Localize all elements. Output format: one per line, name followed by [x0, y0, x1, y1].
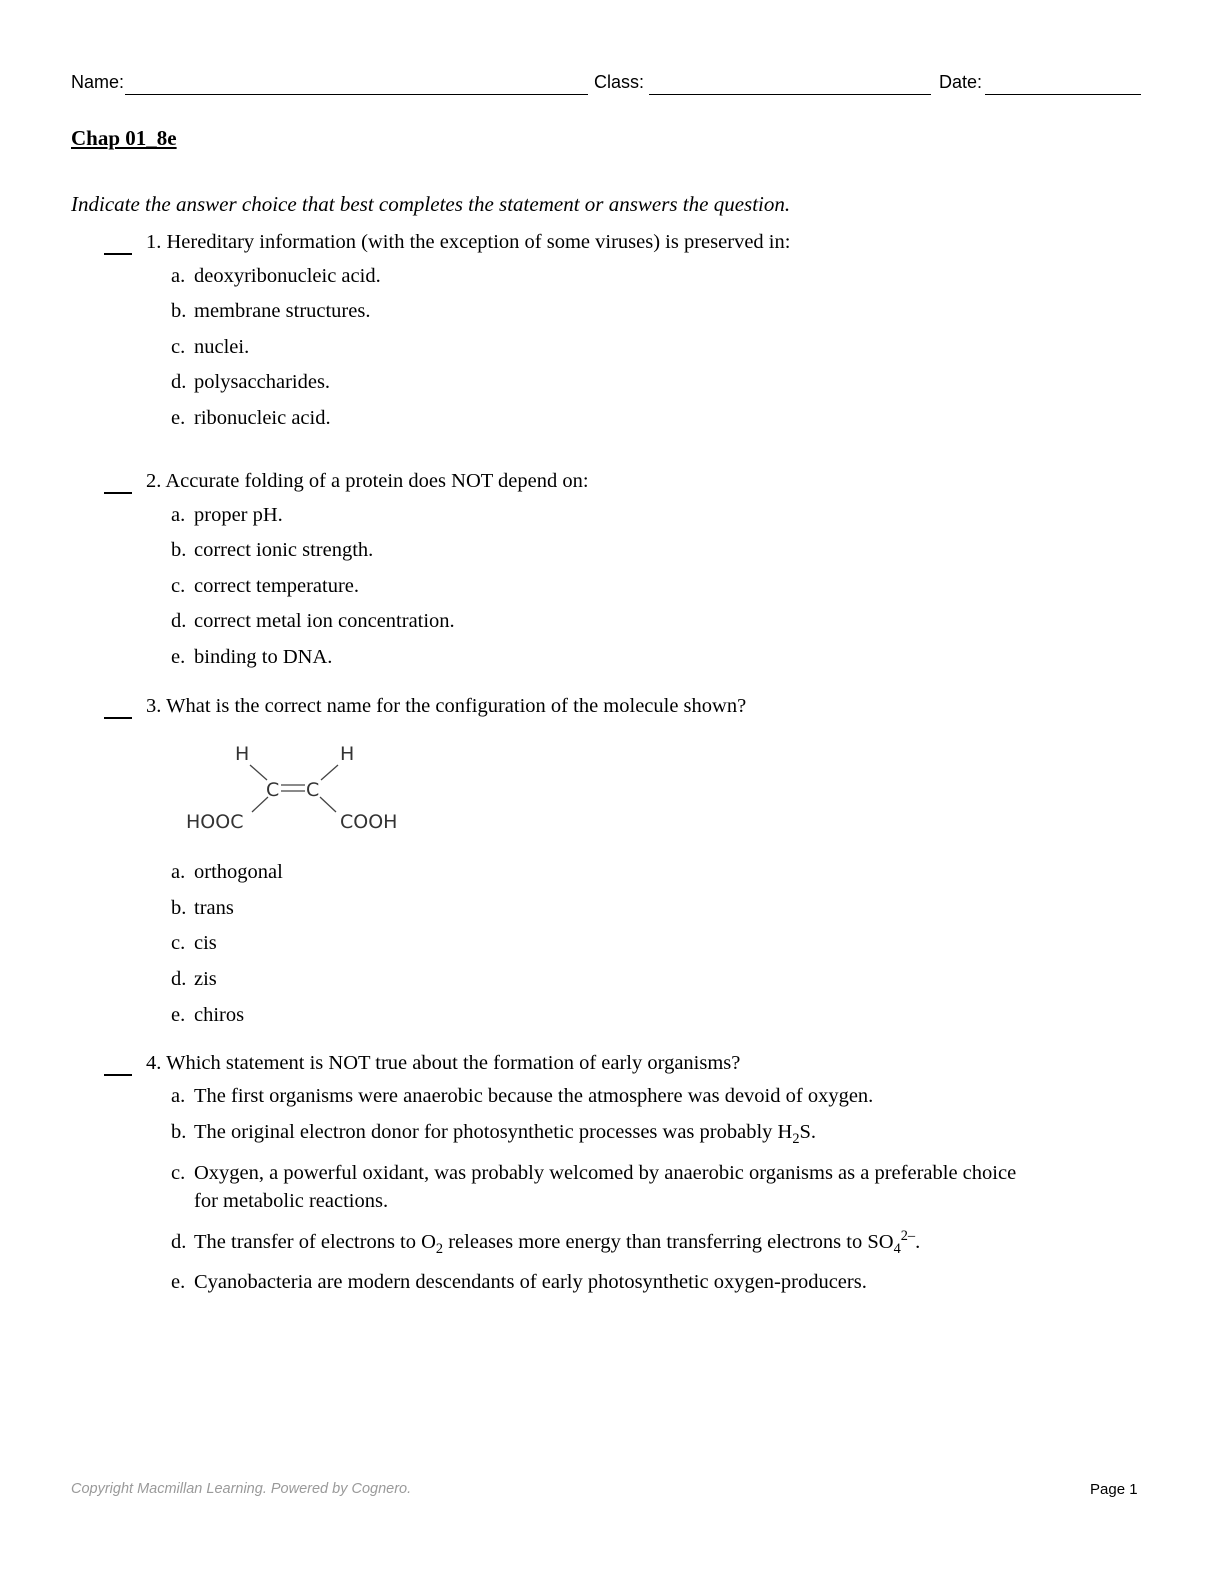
- answer-blank-3[interactable]: [104, 717, 132, 719]
- option-4a[interactable]: a. The first organisms were anaerobic because the atmosphere was devoid of oxygen.: [171, 1085, 874, 1107]
- page-number: Page 1: [1090, 1481, 1138, 1498]
- option-3d[interactable]: d. zis: [171, 968, 217, 990]
- date-label: Date:: [939, 72, 983, 92]
- molecule-h-right: H: [340, 743, 355, 765]
- name-field[interactable]: [125, 94, 588, 95]
- class-label: Class:: [594, 72, 645, 92]
- student-info-header: [71, 72, 1141, 98]
- copyright-notice: Copyright Macmillan Learning. Powered by Cognero.: [71, 1481, 412, 1497]
- name-label: Name:: [71, 72, 125, 92]
- option-1d[interactable]: d. polysaccharides.: [171, 371, 331, 393]
- option-3b[interactable]: b. trans: [171, 897, 234, 919]
- class-field[interactable]: [649, 94, 931, 95]
- question-number: 3.: [146, 695, 162, 717]
- question-text: What is the correct name for the configuration of the molecule shown?: [166, 695, 747, 717]
- question-text: Which statement is NOT true about the formation of early organisms?: [166, 1052, 741, 1074]
- question-number: 1.: [146, 231, 162, 253]
- option-1c[interactable]: c. nuclei.: [171, 336, 250, 358]
- option-2b[interactable]: b. correct ionic strength.: [171, 539, 374, 561]
- instructions: Indicate the answer choice that best completes the statement or answers the question.: [71, 192, 791, 216]
- molecule-h-left: H: [235, 743, 250, 765]
- molecule-structure-figure: [178, 735, 410, 847]
- option-2d[interactable]: d. correct metal ion concentration.: [171, 610, 455, 632]
- option-1a[interactable]: a. deoxyribonucleic acid.: [171, 265, 381, 287]
- option-4b[interactable]: b. The original electron donor for photosynthetic processes was probably $H_2S$.: [171, 1121, 817, 1148]
- option-2a[interactable]: a. proper pH.: [171, 504, 283, 526]
- question-number: 2.: [146, 470, 162, 492]
- date-field[interactable]: [985, 94, 1141, 95]
- option-4e[interactable]: e. Cyanobacteria are modern descendants of early photosynthetic oxygen-producers.: [171, 1271, 867, 1293]
- molecule-group-left: HOOC: [186, 811, 244, 833]
- option-3a[interactable]: a. orthogonal: [171, 861, 283, 883]
- question-text: Hereditary information (with the exception of some viruses) is preserved in:: [166, 231, 791, 253]
- molecule-bonds: [250, 765, 338, 812]
- molecule-group-right: COOH: [340, 811, 398, 833]
- question-number: 4.: [146, 1052, 162, 1074]
- option-4c[interactable]: c. Oxygen, a powerful oxidant, was probably welcomed by anaerobic organisms as a preferable choice for metabolic reactions.: [171, 1162, 1017, 1212]
- molecule-c-left: C: [266, 779, 280, 801]
- option-4d[interactable]: d. The transfer of electrons to $O_2$ releases more energy than transferring electrons to $SO_4^{2-}$.: [171, 1228, 921, 1258]
- option-3e[interactable]: e. chiros: [171, 1004, 245, 1026]
- page-title: Chap 01_8e: [71, 126, 177, 150]
- option-1b[interactable]: b. membrane structures.: [171, 300, 371, 322]
- option-3c[interactable]: c. cis: [171, 932, 217, 954]
- option-1e[interactable]: e. ribonucleic acid.: [171, 407, 331, 429]
- molecule-c-right: C: [306, 779, 320, 801]
- answer-blank-4[interactable]: [104, 1074, 132, 1076]
- answer-blank-2[interactable]: [104, 492, 132, 494]
- question-text: Accurate folding of a protein does NOT depend on:: [165, 470, 589, 492]
- option-2c[interactable]: c. correct temperature.: [171, 575, 360, 597]
- option-2e[interactable]: e. binding to DNA.: [171, 646, 333, 668]
- answer-blank-1[interactable]: [104, 253, 132, 255]
